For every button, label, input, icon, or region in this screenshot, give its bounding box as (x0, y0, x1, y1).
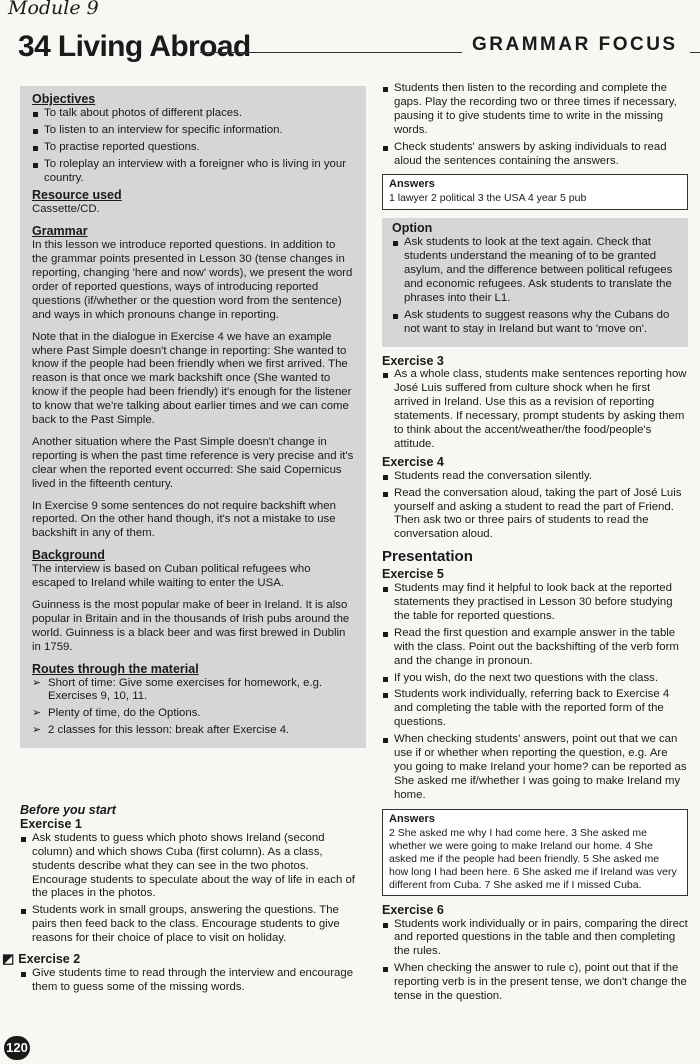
left-column (20, 86, 366, 748)
exercise-6-list (382, 918, 688, 1004)
exercise-2-heading-row (2, 952, 366, 967)
exercise-4-list (382, 470, 688, 543)
list-item: Ask students to look at the text again. Check that students understand the meaning of to be granted asylum, and the difference between political refugees and economic refugees. Ask students to translate the phrases into their L1. (392, 236, 678, 306)
exercise-3-heading: Exercise 3 (382, 353, 444, 368)
routes-list (32, 677, 354, 739)
list-item: To roleplay an interview with a foreigner who is living in your country. (32, 158, 354, 186)
objectives-list (32, 107, 354, 186)
objectives-heading: Objectives (32, 92, 96, 106)
exercise-5-list (382, 582, 688, 803)
answers-text: 1 lawyer 2 political 3 the USA 4 year 5 pub (389, 192, 587, 205)
list-item: Read the conversation aloud, taking the part of José Luis yourself and asking a student to read the part of Friend. Then ask two or three pairs of students to read the conversation aloud. (382, 487, 688, 543)
exercise-2-continued (382, 82, 688, 168)
list-item: Students work individually, referring back to Exercise 4 and completing the table with the reported form of the questions. (382, 688, 688, 730)
grammar-paragraph: Note that in the dialogue in Exercise 4 we have an example where Past Simple doesn't change in reporting: She wanted to know if the people had been friendly when we first arrived. The reason is that once we mark backshift once (She wanted to know if the people had been friendly) it's enough for the listener to know that we're talking about earlier times and we can come back to the Past Simple. (32, 330, 352, 427)
grammar-heading: Grammar (32, 224, 88, 239)
grammar-paragraph: In Exercise 9 some sentences do not require backshift when reported. On the other hand though, it's not a mistake to use backshift in any of them. (32, 499, 336, 540)
section-rule (690, 52, 700, 53)
background-paragraph: The interview is based on Cuban political refugees who escaped to Ireland while waiting to enter the USA. (32, 563, 311, 590)
exercise-6-heading: Exercise 6 (382, 902, 444, 917)
list-item: To practise reported questions. (32, 141, 354, 155)
answers-heading: Answers (389, 178, 435, 191)
title-rule (200, 52, 462, 53)
list-item: To talk about photos of different places. (32, 107, 354, 121)
list-item: When checking the answer to rule c), point out that if the reporting verb is in the present tense, we don't change the tense in the question. (382, 962, 688, 1004)
background-paragraph: Guinness is the most popular make of beer in Ireland. It is also popular in Britain and in the thousands of Irish pubs around the world. Guinness is a black beer and was first brewed in Dublin in 1759. (32, 599, 350, 653)
list-item: Ask students to guess which photo shows Ireland (second column) and which shows Cuba (first column). As a class, students describe what they can see in the two photos. Encourage students to speculate about the way of life in each of the places in the photos. (20, 832, 366, 902)
list-item: When checking students' answers, point out that we can use if or whether when reporting the question, e.g. Are you going to make Ireland your home? can be reported as She asked me if/whether I was going to make Ireland my home. (382, 733, 688, 803)
grammar-paragraph: Another situation where the Past Simple doesn't change in reporting is when the past time reference is very precise and it's clear when the reported event occurred: She said Copernicus lived in the fifteenth century. (32, 435, 354, 490)
list-item: Students then listen to the recording and complete the gaps. Play the recording two or three times if necessary, pausing it to give students time to write in the missing words. (382, 82, 688, 138)
list-item: Students work in small groups, answering the questions. The pairs then feed back to the class. Encourage students to give reasons for their choice of place to visit on holiday. (20, 904, 366, 946)
list-item: Ask students to suggest reasons why the Cubans do not want to stay in Ireland but want to 'move on'. (392, 309, 678, 337)
grammar-paragraph: In this lesson we introduce reported questions. In addition to the grammar points presented in Lesson 30 (tense changes in reporting, changing 'here and now' words), we present the word order of reported questions, ways of introducing reported questions (if/whether or the question word from the sentence) and ways in which pronouns change in reporting. (32, 239, 353, 321)
answers-heading: Answers (389, 812, 435, 825)
exercise-2-list (20, 967, 366, 995)
routes-heading: Routes through the material (32, 661, 199, 676)
left-lower (2, 803, 366, 999)
exercise-1-list (20, 832, 366, 946)
exercise-1-heading: Exercise 1 (20, 816, 82, 831)
answers-box (382, 174, 688, 210)
section-label: GRAMMAR FOCUS (472, 34, 678, 55)
exercise-2-heading: Exercise 2 (18, 952, 81, 967)
exercise-3-list (382, 368, 688, 451)
resource-heading: Resource used (32, 188, 122, 203)
before-start-heading: Before you start (20, 803, 116, 817)
list-item: As a whole class, students make sentences reporting how José Luis suffered from culture shock when he first arrived in Ireland. Use this as a revision of reporting statements. If necessary, prompt students by asking them to think about the accent/weather/the food/people's attitude. (382, 368, 688, 451)
resource-text: Cassette/CD. (32, 203, 100, 216)
option-box (382, 218, 688, 346)
exercise-4-heading: Exercise 4 (382, 454, 444, 469)
headphones-icon: ◩ (2, 951, 15, 967)
list-item: ➢ Short of time: Give some exercises for homework, e.g. Exercises 9, 10, 11. (32, 677, 354, 705)
option-list (392, 236, 678, 336)
list-item: ➢ 2 classes for this lesson: break after Exercise 4. (32, 724, 354, 738)
answers-text: 2 She asked me why I had come here. 3 She asked me whether we were going to make Ireland our home. 4 She asked me if the people had been friendly. 5 She asked me how long I had been here. 6 She asked me if Ireland was very different from Cuba. 7 She asked me if I missed Cuba. (389, 826, 677, 891)
answers-box (382, 809, 688, 896)
list-item: If you wish, do the next two questions with the class. (382, 672, 688, 686)
module-label: Module 9 (8, 0, 99, 19)
page-number: 120 (4, 1036, 30, 1060)
list-item: Check students' answers by asking individuals to read aloud the sentences containing the answers. (382, 141, 688, 169)
list-item: Give students time to read through the interview and encourage them to guess some of the missing words. (20, 967, 366, 995)
right-column (382, 82, 688, 1008)
list-item: Read the first question and example answer in the table with the class. Point out the backshifting of the verb form and the change in pronoun. (382, 627, 688, 669)
list-item: Students may find it helpful to look back at the reported statements they practised in Lesson 30 before studying the table for reported questions. (382, 582, 688, 624)
list-item: To listen to an interview for specific information. (32, 124, 354, 138)
list-item: Students work individually or in pairs, comparing the direct and reported questions in the table and then completing the rules. (382, 918, 688, 960)
list-item: ➢ Plenty of time, do the Options. (32, 707, 354, 721)
background-heading: Background (32, 548, 105, 563)
lesson-title: 34 Living Abroad (18, 30, 251, 63)
exercise-5-heading: Exercise 5 (382, 567, 444, 582)
option-heading: Option (392, 221, 433, 236)
list-item: Students read the conversation silently. (382, 470, 688, 484)
lesson-info-box (20, 86, 366, 748)
presentation-heading: Presentation (382, 548, 473, 566)
